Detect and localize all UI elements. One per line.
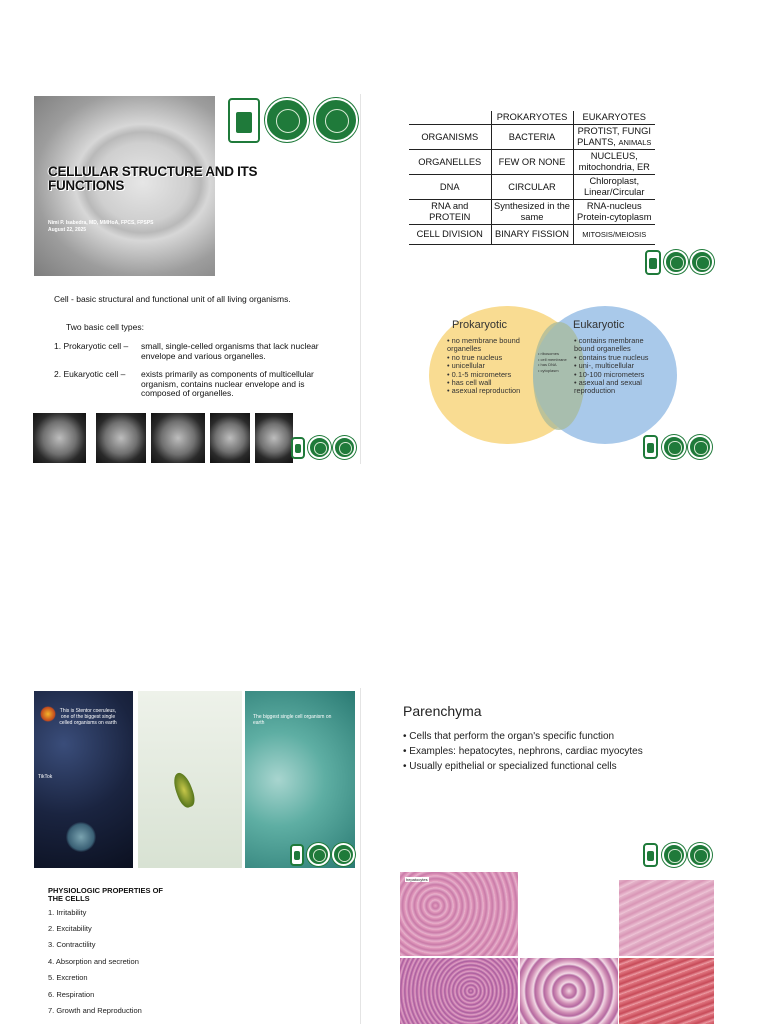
society-logo-small (645, 250, 661, 275)
list-item: • contains true nucleus (574, 354, 664, 362)
property-item: 6. Respiration (48, 990, 95, 999)
histology-kidney-image (400, 958, 518, 1024)
table-cell: CIRCULAR (491, 175, 573, 200)
table-cell (409, 111, 491, 125)
parenchyma-bullet: • Usually epithelial or specialized functional cells (403, 761, 617, 772)
presentation-title: CELLULAR STRUCTURE AND ITS FUNCTIONS (48, 164, 258, 193)
parenchyma-bullet: • Cells that perform the organ's specific function (403, 731, 615, 742)
list-item: • asexual and sexual reproduction (574, 379, 664, 396)
list-item: • cytoplasm (538, 368, 578, 374)
list-item: • ribosomes (538, 351, 578, 357)
seal-logo-small-1 (307, 843, 330, 866)
parenchyma-bullet: • Examples: hepatocytes, nephrons, cardiac myocytes (403, 746, 643, 757)
seal-logo-small-1 (662, 435, 686, 459)
property-item: 3. Contractility (48, 940, 96, 949)
table-row (409, 175, 655, 200)
type2-text: exists primarily as components of multicellular organism, contains nuclear envelope and is composed of organelles. (141, 369, 314, 398)
table-cell: NUCLEUS, mitochondria, ER (573, 150, 655, 175)
table-header-eukaryotes: EUKARYOTES (573, 111, 655, 125)
author-block (48, 220, 153, 234)
venn-right-list (574, 337, 664, 396)
table-row (409, 200, 655, 225)
list-item: • contains membrane bound organelles (574, 337, 664, 354)
list-item: • unicellular (447, 362, 537, 370)
embryo-4cell-image (96, 413, 146, 463)
table-cell: RNA and PROTEIN (409, 200, 491, 225)
embryo-2cell-image (33, 413, 86, 463)
seal-logo-small-2 (690, 250, 714, 274)
venn-left-title: Prokaryotic (452, 319, 508, 331)
table-cell: Chloroplast, Linear/Circular (573, 175, 655, 200)
prokaryote-eukaryote-table (409, 111, 655, 245)
list-item: • 0.1-5 micrometers (447, 371, 537, 379)
society-logo-small (643, 843, 658, 867)
list-item: • cell membrane (538, 357, 578, 363)
seal-logo-small-2 (688, 435, 712, 459)
table-cell: MITOSIS/MEIOSIS (573, 225, 655, 245)
table-cell: RNA-nucleus Protein-cytoplasm (573, 200, 655, 225)
definition-lead: Cell (54, 294, 69, 304)
property-item: 7. Growth and Reproduction (48, 1006, 142, 1015)
property-item: 4. Absorption and secretion (48, 957, 139, 966)
histology-muscle-image (619, 958, 714, 1024)
embryo-morula-image (210, 413, 250, 463)
list-item: • has cell wall (447, 379, 537, 387)
table-cell-text: PROTIST, FUNGI PLANTS, (577, 126, 651, 147)
list-item: • uni-, multicellular (574, 362, 664, 370)
histology-cardiac-image (619, 880, 714, 956)
seal-logo-small-1 (664, 250, 688, 274)
presentation-date: August 22, 2025 (48, 227, 87, 233)
stentor-caption: This is Stentor coeruleus, one of the biggest single celled organisms on earth (59, 708, 117, 726)
definition-text: - basic structural and functional unit of all living organisms. (71, 294, 291, 304)
table-header-row (409, 111, 655, 125)
table-cell: FEW OR NONE (491, 150, 573, 175)
types-heading: Two basic cell types: (66, 322, 144, 332)
seal-logo-small-2 (332, 843, 355, 866)
seal-logo-small-2 (688, 843, 712, 867)
table-cell: ORGANISMS (409, 125, 491, 150)
table-cell: Synthesized in the same (491, 200, 573, 225)
type1-label: 1. Prokaryotic cell – (54, 341, 129, 351)
list-item: • 10-100 micrometers (574, 371, 664, 379)
properties-title: PHYSIOLOGIC PROPERTIES OF THE CELLS (48, 886, 164, 903)
society-logo-small (290, 844, 304, 866)
society-logo (228, 98, 260, 143)
venn-right-title: Eukaryotic (573, 319, 625, 331)
table-cell: CELL DIVISION (409, 225, 491, 245)
table-cell: BINARY FISSION (491, 225, 573, 245)
table-cell: BACTERIA (491, 125, 573, 150)
table-row (409, 150, 655, 175)
venn-left-list (447, 337, 537, 396)
histology-glomerulus-image (520, 958, 618, 1024)
type2-label: 2. Eukaryotic cell – (54, 369, 126, 379)
society-logo-small (291, 437, 305, 459)
table-row (409, 125, 655, 150)
property-item: 5. Excretion (48, 973, 88, 982)
list-item: • asexual reproduction (447, 387, 537, 395)
table-cell (573, 125, 655, 150)
property-item: 2. Excitability (48, 924, 92, 933)
seal-logo-1 (265, 98, 309, 142)
property-item: 1. Irritability (48, 908, 87, 917)
embryo-8cell-image (151, 413, 205, 463)
table-cell-text-small: ANIMALS (618, 138, 652, 147)
venn-middle-list (538, 351, 578, 373)
stentor-blob (40, 706, 56, 722)
table-cell: ORGANELLES (409, 150, 491, 175)
stentor-caption-2: The biggest single cell organism on earth (253, 714, 332, 726)
seal-logo-2 (314, 98, 358, 142)
list-item: • no membrane bound organelles (447, 337, 537, 354)
type1-text: small, single-celled organisms that lack nuclear envelope and various organelles. (141, 341, 319, 361)
histology-liver-image (400, 872, 518, 956)
seal-logo-small-1 (308, 436, 331, 459)
stentor-organism (66, 822, 96, 852)
author-name: Nimi P. Isabedra, MD, MMHoA, FPCS, FPSPS (48, 220, 154, 226)
table-row (409, 225, 655, 245)
table-cell: DNA (409, 175, 491, 200)
list-item: • no true nucleus (447, 354, 537, 362)
table-header-prokaryotes: PROKARYOTES (491, 111, 573, 125)
histology-label: hepatocytes (406, 877, 428, 882)
list-item: • has DNA (538, 362, 578, 368)
seal-logo-small-1 (662, 843, 686, 867)
tiktok-watermark: TikTok (38, 774, 53, 780)
parenchyma-title: Parenchyma (403, 703, 482, 719)
society-logo-small (643, 435, 658, 459)
embryo-blastocyst-image (255, 413, 293, 463)
cell-definition (54, 295, 304, 305)
stentor-photo-light (138, 691, 242, 868)
seal-logo-small-2 (333, 436, 356, 459)
